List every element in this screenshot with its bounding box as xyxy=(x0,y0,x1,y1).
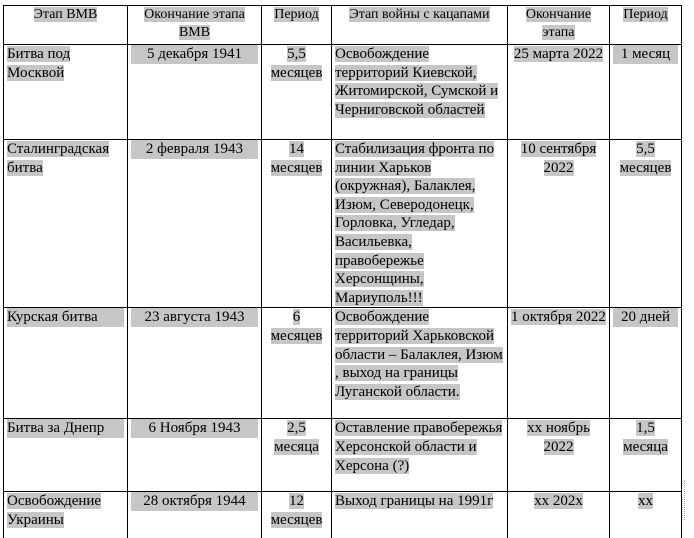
cell-wwii-end: 5 декабря 1941 xyxy=(128,45,262,140)
header-war-period: Период xyxy=(610,6,682,45)
cell-wwii-stage: Сталинградская битва xyxy=(4,140,128,308)
comparison-table xyxy=(3,5,682,538)
cell-wwii-period: 6 месяцев xyxy=(262,308,332,419)
table-row xyxy=(4,308,682,419)
cell-war-period: 1,5 месяца xyxy=(610,419,682,492)
cell-wwii-period: 2,5 месяца xyxy=(262,419,332,492)
cell-wwii-stage: Курская битва xyxy=(4,308,128,419)
table-row xyxy=(4,492,682,538)
cell-war-period: хх xyxy=(610,492,682,538)
header-war-stage: Этап войны с кацапами xyxy=(332,6,508,45)
cell-wwii-end: 6 Ноября 1943 xyxy=(128,419,262,492)
page-edge-marker xyxy=(684,480,686,520)
cell-wwii-period: 14 месяцев xyxy=(262,140,332,308)
header-row xyxy=(4,6,682,45)
cell-war-end: 10 сентября 2022 xyxy=(508,140,610,308)
cell-war-stage: Освобождение территорий Киевской, Житомирской, Сумской и Черниговской областей xyxy=(332,45,508,140)
cell-wwii-period: 12 месяцев xyxy=(262,492,332,538)
cell-wwii-end: 2 февраля 1943 xyxy=(128,140,262,308)
cell-war-period: 20 дней xyxy=(610,308,682,419)
cell-war-end: хх 202х xyxy=(508,492,610,538)
cell-war-stage: Стабилизация фронта по линии Харьков (окружная), Балаклея, Изюм, Северодонецк, Горловка, Угледар, Васильевка, правобережье Херсонщины, Мариуполь!!! xyxy=(332,140,508,308)
header-wwii-period: Период xyxy=(262,6,332,45)
cell-wwii-stage: Битва за Днепр xyxy=(4,419,128,492)
header-wwii-stage: Этап ВМВ xyxy=(4,6,128,45)
cell-wwii-stage: Освобождение Украины xyxy=(4,492,128,538)
cell-war-stage: Выход границы на 1991г xyxy=(332,492,508,538)
cell-war-period: 1 месяц xyxy=(610,45,682,140)
cell-wwii-end: 23 августа 1943 xyxy=(128,308,262,419)
header-wwii-end: Окончание этапа ВМВ xyxy=(128,6,262,45)
cell-war-stage: Оставление правобережья Херсонской области и Херсона (?) xyxy=(332,419,508,492)
cell-war-end: хх ноябрь 2022 xyxy=(508,419,610,492)
cell-war-end: 25 марта 2022 xyxy=(508,45,610,140)
cell-war-end: 1 октября 2022 xyxy=(508,308,610,419)
cell-war-stage: Освобождение территорий Харьковской области – Балаклея, Изюм , выход на границы Луганской области. xyxy=(332,308,508,419)
cell-wwii-end: 28 октября 1944 xyxy=(128,492,262,538)
cell-wwii-period: 5,5 месяцев xyxy=(262,45,332,140)
table-row xyxy=(4,419,682,492)
cell-war-period: 5,5 месяцев xyxy=(610,140,682,308)
cell-wwii-stage: Битва под Москвой xyxy=(4,45,128,140)
header-war-end: Окончание этапа xyxy=(508,6,610,45)
table-row xyxy=(4,45,682,140)
table-row xyxy=(4,140,682,308)
